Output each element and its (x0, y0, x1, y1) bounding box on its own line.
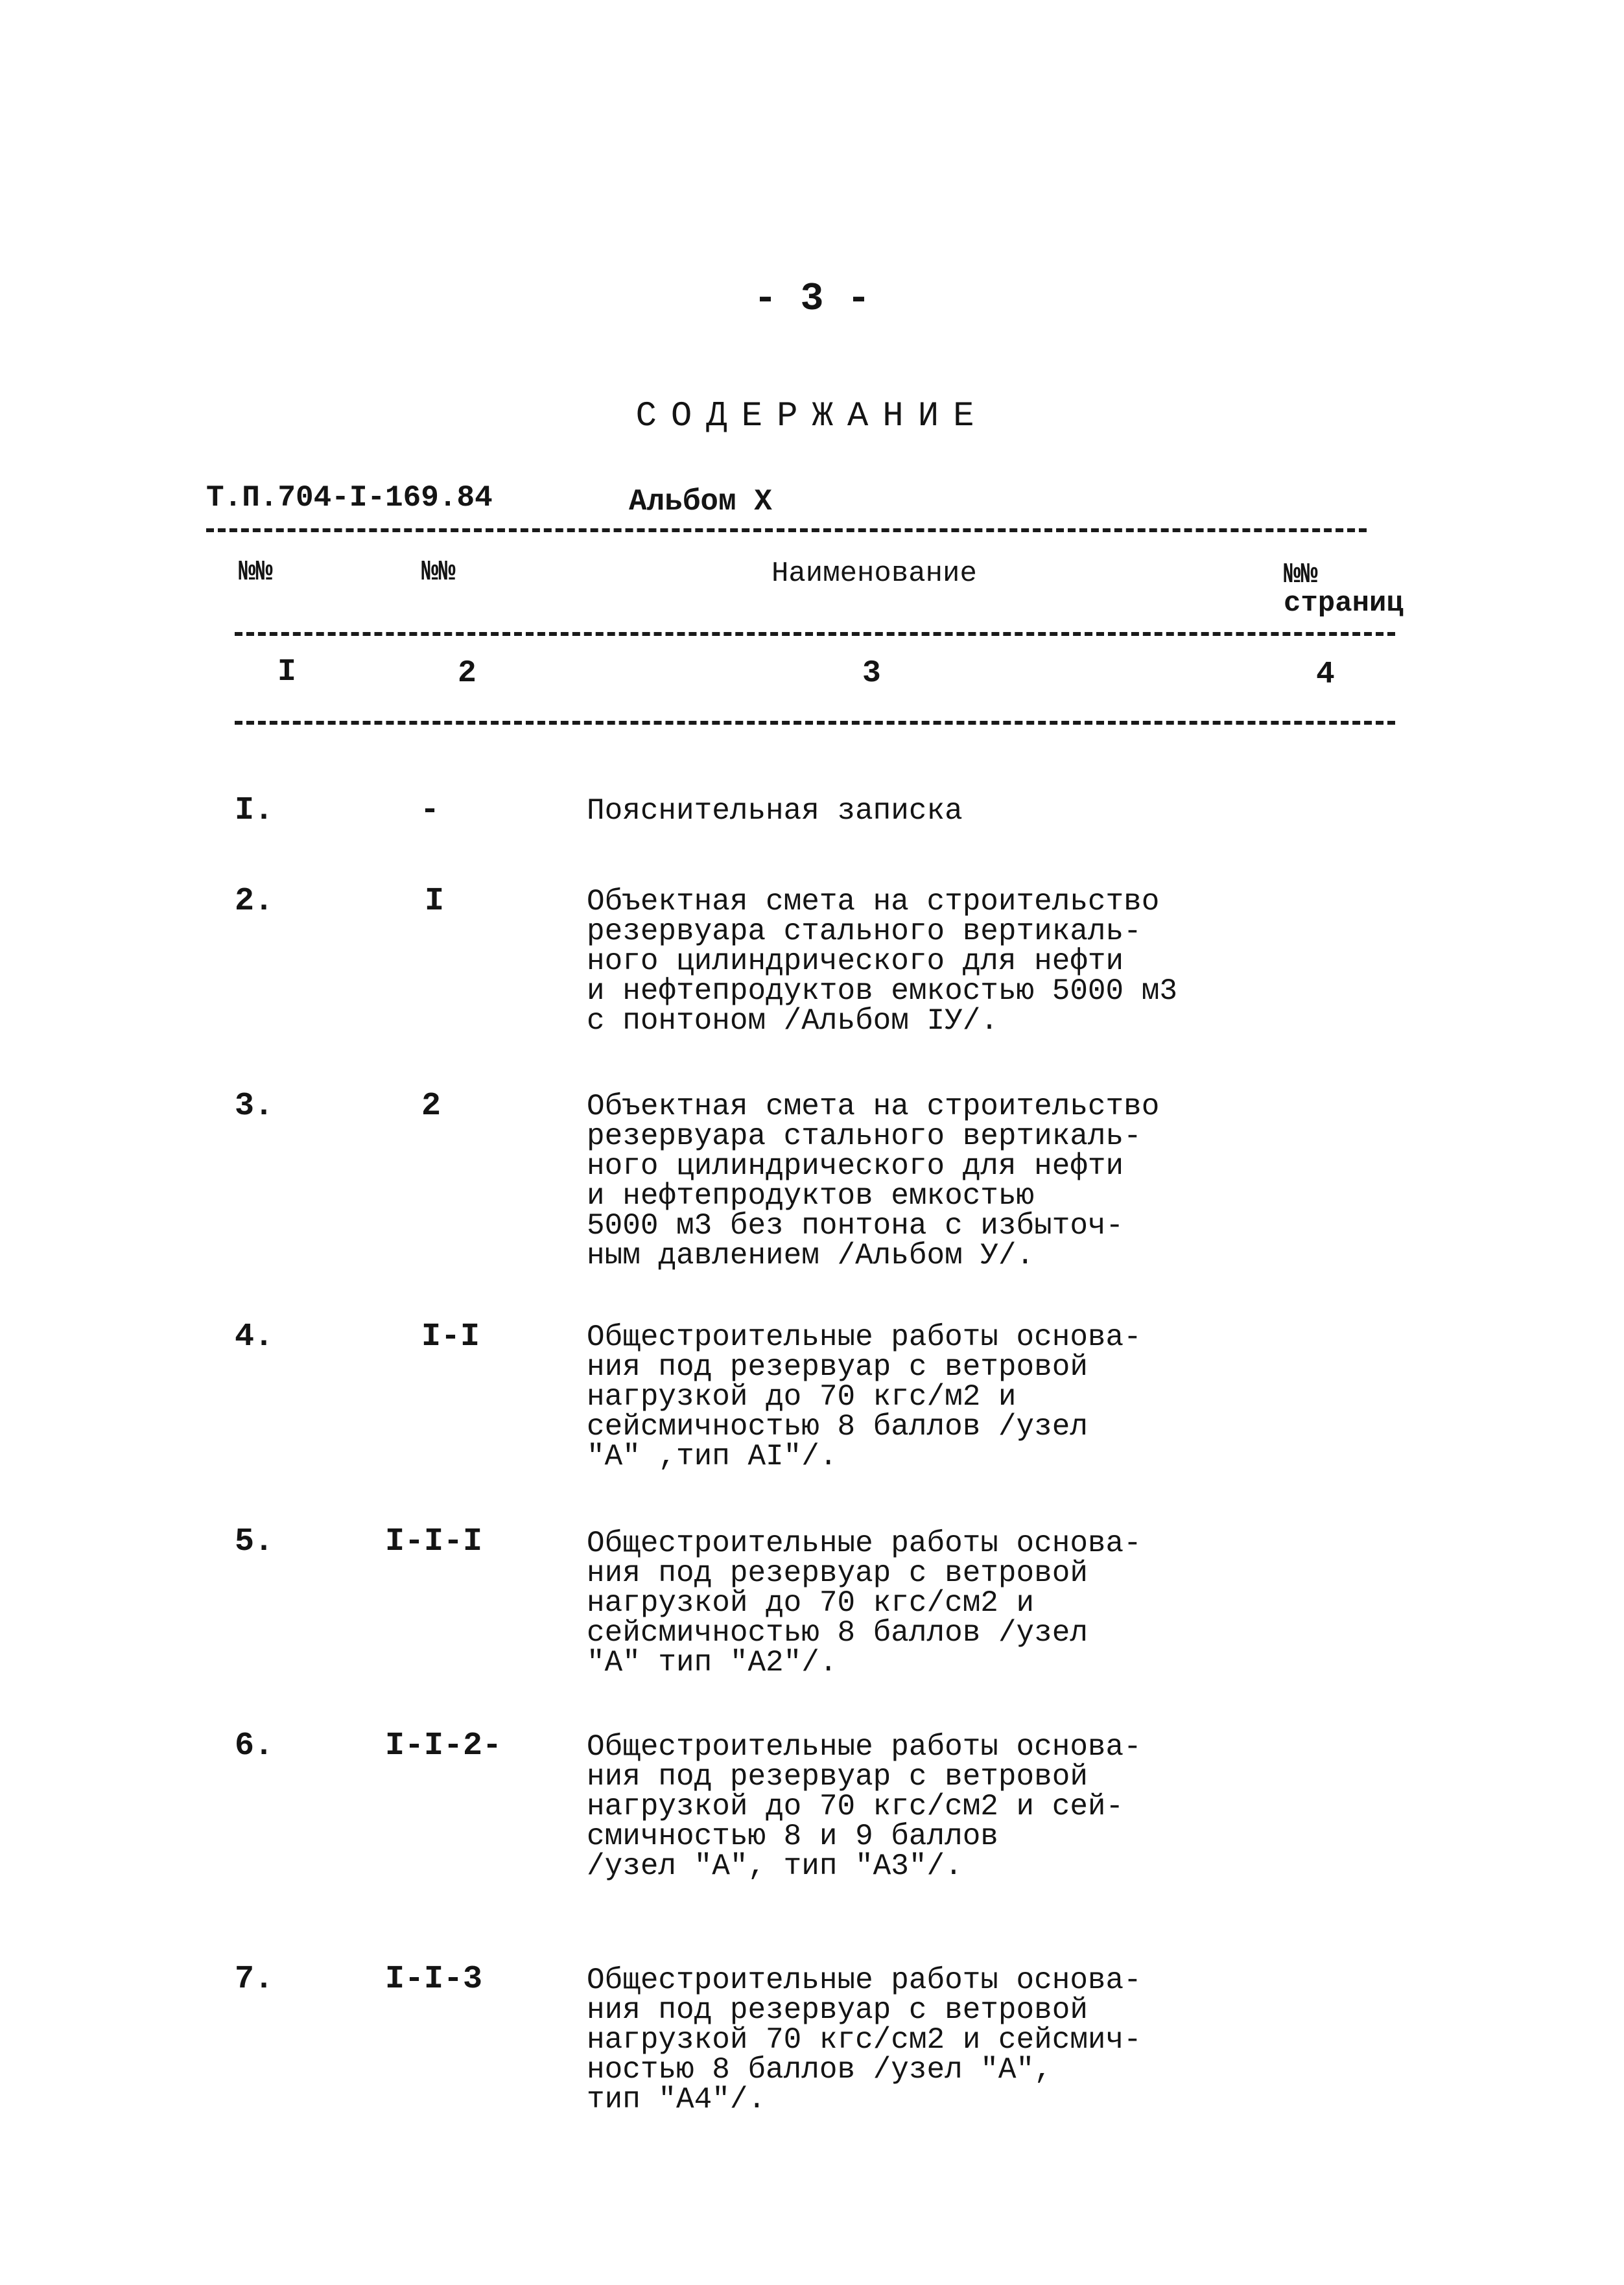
row-number: 2. (235, 883, 274, 920)
row-title: Объектная смета на строительство резервуара стального вертикаль- ного цилиндрического для нефти и нефтепродуктов емкостью 5000 м3 с понтоном /Альбом IУ/. (587, 885, 1177, 1038)
header-col-2: №№ (421, 556, 456, 589)
row-code: I-I-3 (385, 1961, 483, 1998)
row-number: 3. (235, 1088, 274, 1125)
row-code: I-I-2- (385, 1728, 502, 1764)
document-code: Т.П.704-I-169.84 (206, 481, 493, 515)
row-title: Объектная смета на строительство резервуара стального вертикаль- ного цилиндрического для нефти и нефтепродуктов емкостью 5000 м3 без понтона с избыточ- ным давлением /Альбом У/. (587, 1090, 1160, 1272)
header-col-4-line2: страниц (1284, 587, 1404, 620)
row-code: I-I (421, 1318, 480, 1355)
row-number: I. (235, 792, 274, 829)
album-label: Альбом X (629, 485, 772, 519)
row-title: Общестроительные работы основа- ния под резервуар с ветровой нагрузкой до 70 кгс/см2 и сей- смичностью 8 и 9 баллов /узел "А", тип "А3"/. (587, 1730, 1142, 1883)
row-code: 2 (421, 1088, 441, 1125)
row-code: I-I-I (385, 1523, 483, 1560)
column-number-1: I (277, 655, 296, 690)
divider-columns (235, 721, 1395, 725)
column-number-3: 3 (862, 656, 881, 691)
header-col-1: №№ (239, 556, 273, 589)
header-col-3: Наименование (771, 557, 977, 590)
row-title: Общестроительные работы основа- ния под резервуар с ветровой нагрузкой до 70 кгс/м2 и сейсмичностью 8 баллов /узел "А" ,тип АI"/. (587, 1320, 1142, 1473)
row-number: 4. (235, 1318, 274, 1355)
row-number: 5. (235, 1523, 274, 1560)
divider-header (235, 632, 1395, 636)
document-title: СОДЕРЖАНИЕ (635, 397, 989, 436)
row-title: Общестроительные работы основа- ния под резервуар с ветровой нагрузкой до 70 кгс/см2 и сейсмичностью 8 баллов /узел "А" тип "А2"/. (587, 1527, 1142, 1680)
row-number: 6. (235, 1728, 274, 1764)
column-number-2: 2 (458, 656, 477, 691)
page-number: - 3 - (753, 277, 871, 322)
divider-top (206, 528, 1367, 532)
row-title: Пояснительная записка (587, 794, 963, 828)
row-number: 7. (235, 1961, 274, 1998)
row-code: I (425, 883, 445, 920)
row-title: Общестроительные работы основа- ния под резервуар с ветровой нагрузкой 70 кгс/см2 и сейсмич- ностью 8 баллов /узел "А", тип "А4"/. (587, 1963, 1142, 2116)
column-number-4: 4 (1316, 657, 1335, 692)
row-code: - (420, 792, 440, 829)
header-col-4-line1: №№ (1284, 559, 1318, 591)
